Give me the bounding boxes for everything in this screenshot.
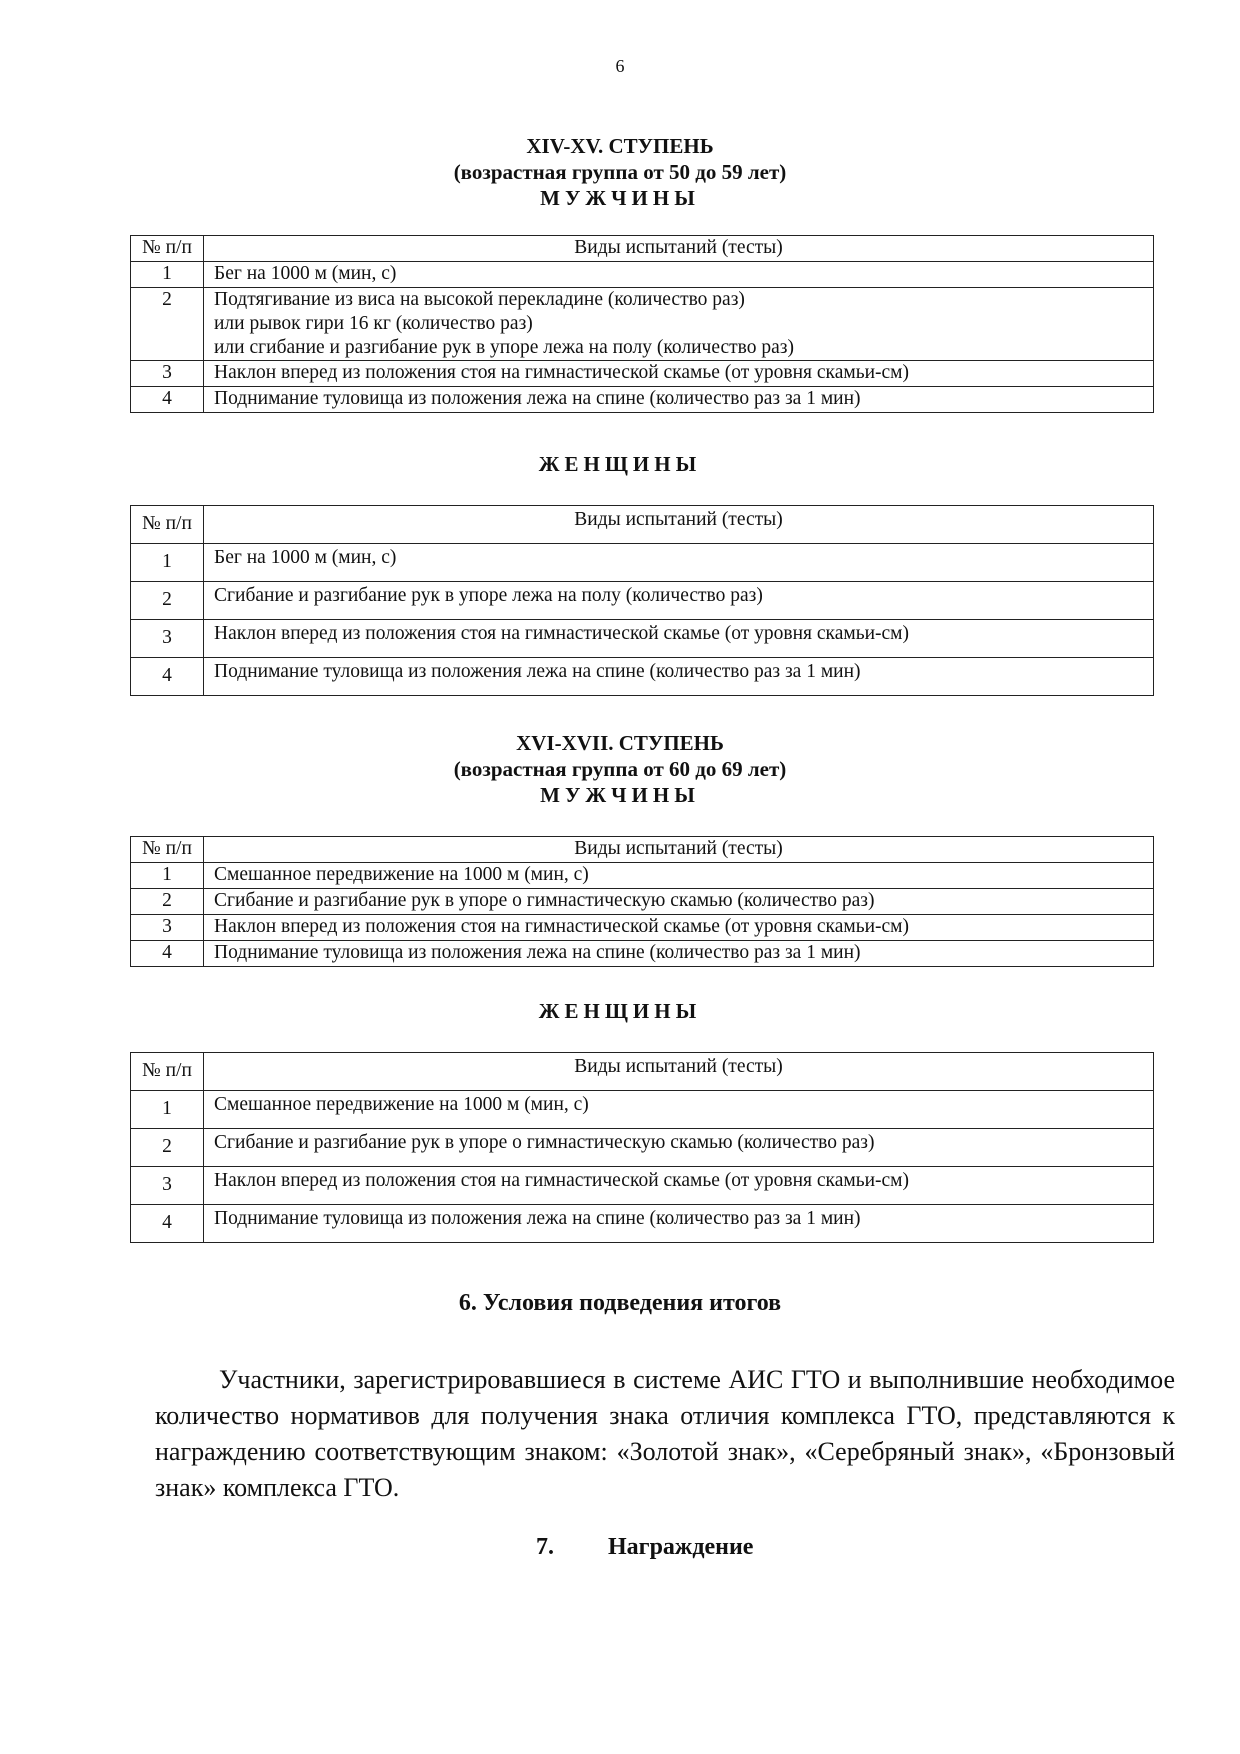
table-row [131, 288, 1154, 361]
row-test: Смешанное передвижение на 1000 м (мин, с) [204, 863, 1154, 889]
row-number: 2 [131, 582, 204, 620]
table-row [131, 1205, 1154, 1243]
page-number: 6 [615, 56, 625, 76]
row-number: 3 [131, 361, 204, 387]
section7-number: 7. [536, 1534, 554, 1560]
table-row [131, 387, 1154, 413]
test-line: Бег на 1000 м (мин, с) [214, 263, 397, 284]
table-row [131, 361, 1154, 387]
test-line: Наклон вперед из положения стоя на гимнастической скамье (от уровня скамьи-см) [214, 362, 910, 383]
table-row [131, 863, 1154, 889]
section7-title: Награждение [608, 1534, 754, 1560]
row-test: Сгибание и разгибание рук в упоре лежа на полу (количество раз) [204, 582, 1154, 620]
table-row [131, 1091, 1154, 1129]
stage1-title: XIV-XV. СТУПЕНЬ [526, 134, 714, 158]
stage1-men-table [130, 235, 1154, 413]
num-header: № п/п [131, 1053, 204, 1091]
num-header: № п/п [131, 837, 204, 863]
row-test [204, 288, 1154, 361]
tests-header: Виды испытаний (тесты) [204, 837, 1154, 863]
row-number: 4 [131, 658, 204, 696]
table-header-row [131, 236, 1154, 262]
table-row [131, 620, 1154, 658]
tests-header: Виды испытаний (тесты) [204, 506, 1154, 544]
row-test: Наклон вперед из положения стоя на гимнастической скамье (от уровня скамьи-см) [204, 1167, 1154, 1205]
test-line: или рывок гири 16 кг (количество раз) [214, 313, 533, 334]
stage1-heading [0, 133, 1240, 211]
stage1-men-label: МУЖЧИНЫ [540, 186, 700, 210]
row-number: 3 [131, 1167, 204, 1205]
table-row [131, 1129, 1154, 1167]
table-header-row [131, 506, 1154, 544]
row-test: Поднимание туловища из положения лежа на спине (количество раз за 1 мин) [204, 941, 1154, 967]
table-row [131, 262, 1154, 288]
table-header-row [131, 837, 1154, 863]
row-number: 2 [131, 1129, 204, 1167]
row-number: 1 [131, 262, 204, 288]
table-row [131, 941, 1154, 967]
row-test: Сгибание и разгибание рук в упоре о гимнастическую скамью (количество раз) [204, 1129, 1154, 1167]
table-row [131, 1167, 1154, 1205]
row-number: 2 [131, 288, 204, 361]
row-test: Бег на 1000 м (мин, с) [204, 544, 1154, 582]
table-row [131, 544, 1154, 582]
row-test: Наклон вперед из положения стоя на гимнастической скамье (от уровня скамьи-см) [204, 620, 1154, 658]
stage1-women-table [130, 505, 1154, 696]
table-header-row [131, 1053, 1154, 1091]
num-header: № п/п [131, 236, 204, 262]
test-line: Поднимание туловища из положения лежа на спине (количество раз за 1 мин) [214, 388, 861, 409]
row-test: Смешанное передвижение на 1000 м (мин, с) [204, 1091, 1154, 1129]
table-row [131, 658, 1154, 696]
row-number: 1 [131, 544, 204, 582]
num-header: № п/п [131, 506, 204, 544]
row-test [204, 387, 1154, 413]
stage1-women-label: ЖЕНЩИНЫ [538, 452, 702, 476]
row-test: Наклон вперед из положения стоя на гимнастической скамье (от уровня скамьи-см) [204, 915, 1154, 941]
stage2-title: XVI-XVII. СТУПЕНЬ [516, 731, 724, 755]
section6-paragraph: Участники, зарегистрировавшиеся в системе АИС ГТО и выполнившие необходимое количество нормативов для получения знака отличия комплекса ГТО, представляются к награждению соответствующим знаком: «Золотой знак», «Серебряный знак», «Бронзовый знак» комплекса ГТО. [155, 1365, 1175, 1502]
section6-title: 6. Условия подведения итогов [458, 1290, 782, 1316]
row-test: Поднимание туловища из положения лежа на спине (количество раз за 1 мин) [204, 658, 1154, 696]
row-test: Поднимание туловища из положения лежа на спине (количество раз за 1 мин) [204, 1205, 1154, 1243]
test-line: Подтягивание из виса на высокой перекладине (количество раз) [214, 289, 745, 310]
row-test [204, 361, 1154, 387]
row-number: 3 [131, 915, 204, 941]
stage2-women-label: ЖЕНЩИНЫ [538, 999, 702, 1023]
row-number: 2 [131, 889, 204, 915]
tests-header: Виды испытаний (тесты) [204, 236, 1154, 262]
stage1-age-group: (возрастная группа от 50 до 59 лет) [453, 160, 787, 184]
stage2-heading [0, 730, 1240, 808]
stage2-age-group: (возрастная группа от 60 до 69 лет) [453, 757, 787, 781]
row-number: 4 [131, 1205, 204, 1243]
table-row [131, 889, 1154, 915]
stage2-men-label: МУЖЧИНЫ [540, 783, 700, 807]
row-test [204, 262, 1154, 288]
table-row [131, 582, 1154, 620]
row-number: 3 [131, 620, 204, 658]
row-number: 4 [131, 941, 204, 967]
stage2-women-table [130, 1052, 1154, 1243]
tests-header: Виды испытаний (тесты) [204, 1053, 1154, 1091]
test-line: или сгибание и разгибание рук в упоре лежа на полу (количество раз) [214, 337, 794, 358]
row-number: 1 [131, 1091, 204, 1129]
stage2-men-table [130, 836, 1154, 967]
row-number: 1 [131, 863, 204, 889]
row-test: Сгибание и разгибание рук в упоре о гимнастическую скамью (количество раз) [204, 889, 1154, 915]
row-number: 4 [131, 387, 204, 413]
table-row [131, 915, 1154, 941]
